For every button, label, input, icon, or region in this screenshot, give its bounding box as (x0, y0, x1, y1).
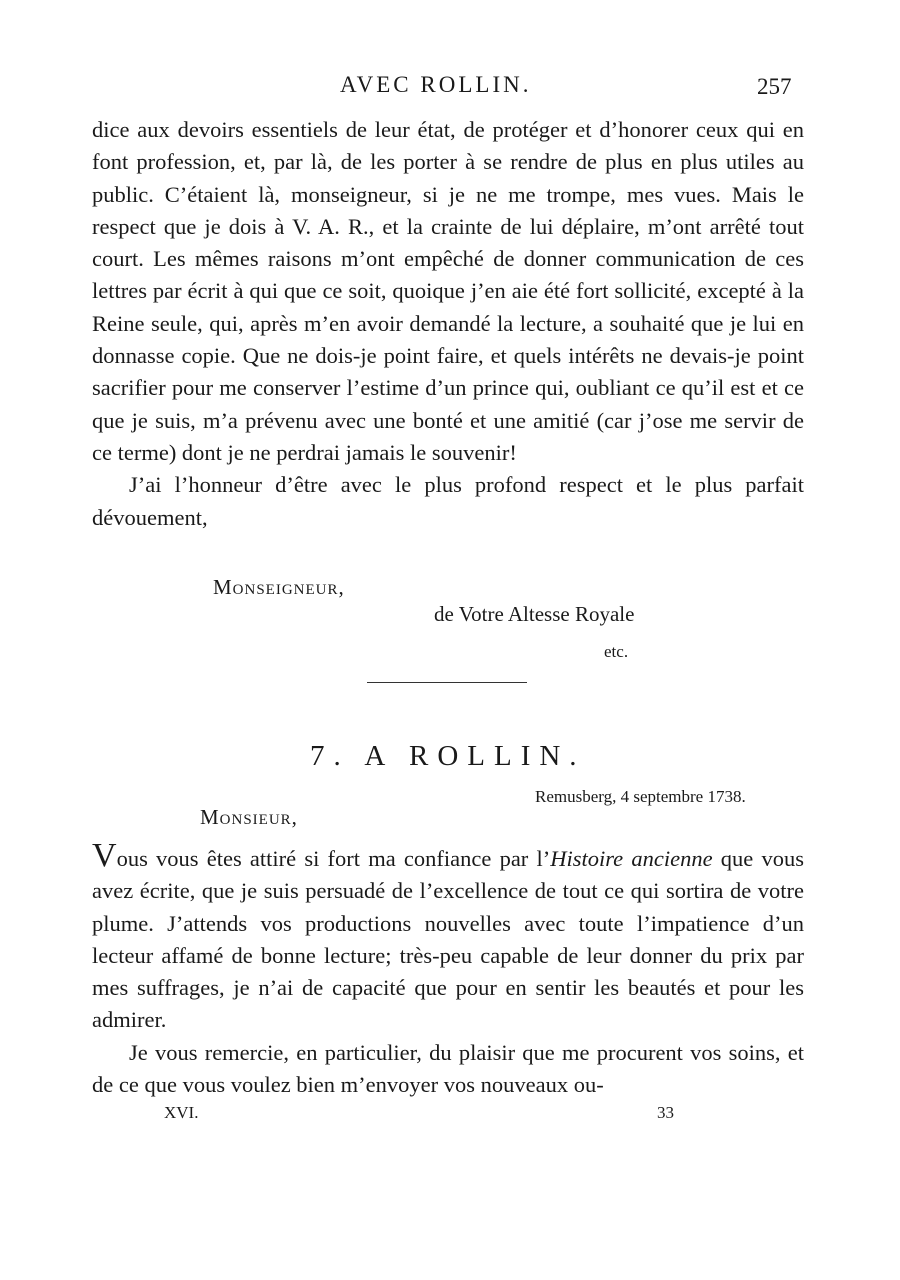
footer-signature-mark: XVI. (164, 1103, 199, 1122)
page-number: 257 (757, 74, 792, 99)
previous-letter-closing: de Votre Altesse Royale (434, 602, 635, 626)
letter-dateline: Remusberg, 4 septembre 1738. (535, 787, 746, 806)
letter-salutation: Monsieur, (200, 805, 298, 829)
letter-body (92, 837, 804, 1101)
letter-paragraph-2: Je vous remercie, en particulier, du plaisir que me procurent vos soins, et de ce que vous voulez bien m’envoyer vos nouveaux ou- (92, 1039, 804, 1098)
letter-paragraph-1-rest: que vous avez écrite, que je suis persuadé de l’excellence de tout ce qui sortira de votre plume. J’attends vos productions nouvelles avec toute l’impatience d’un lecteur affamé de bonne lecture; très-peu capable de leur donner du prix par mes suffrages, je n’ai de capacité que pour en sentir les beautés et pour les admirer. (92, 846, 804, 1033)
letter-title: 7. A ROLLIN. (310, 740, 586, 772)
drop-cap: V (92, 837, 117, 874)
previous-letter-body (92, 114, 804, 534)
running-head (0, 72, 900, 108)
running-title: AVEC ROLLIN. (340, 72, 532, 97)
previous-letter-etc: etc. (604, 642, 629, 661)
previous-letter-paragraph-2: J’ai l’honneur d’être avec le plus profond respect et le plus parfait dévouement, (92, 472, 804, 530)
letter-paragraph-1 (92, 837, 804, 1037)
letter-paragraph-1-start: ous vous êtes attiré si fort ma confiance par l’ (116, 846, 551, 871)
previous-letter-paragraph-1: dice aux devoirs essentiels de leur état, de protéger et d’honorer ceux qui en font profession, et, par là, de les porter à se rendre de plus en plus utiles au public. C’étaient là, monseigneur, si je ne me trompe, mes vues. Mais le respect que je dois à V. A. R., et la crainte de lui déplaire, m’ont arrêté tout court. Les mêmes raisons m’ont empêché de donner communication de ces lettres par écrit à qui que ce soit, quoique j’en aie été fort sollicité, excepté à la Reine seule, qui, après m’en avoir demandé la lecture, a souhaité que je lui en donnasse copie. Que ne dois-je point faire, et quels intérêts ne devais-je point sacrifier pour me conserver l’estime d’un prince qui, oubliant ce qu’il est et ce que je suis, m’a prévenu avec une bonté et une amitié (car j’ose me servir de ce terme) dont je ne perdrai jamais le souvenir! (92, 117, 804, 465)
footer-sheet-number: 33 (657, 1103, 674, 1122)
book-title-italic: Histoire ancienne (550, 846, 713, 871)
previous-letter-salutation: Monseigneur, (213, 575, 345, 599)
section-divider (367, 682, 527, 683)
